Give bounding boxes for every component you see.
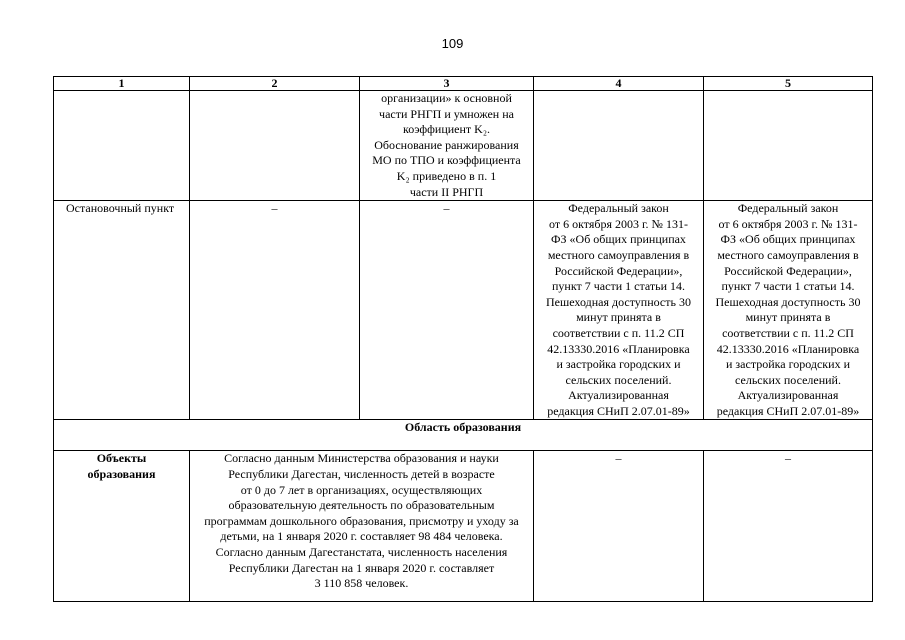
cell-object-name: Объекты образования — [54, 451, 190, 602]
cell-dash: – — [360, 201, 534, 420]
cell-empty — [190, 91, 360, 201]
header-col-5: 5 — [704, 77, 873, 91]
cell-empty — [704, 91, 873, 201]
cell-dash: – — [534, 451, 704, 602]
section-title: Область образования — [54, 420, 873, 451]
header-col-4: 4 — [534, 77, 704, 91]
header-col-2: 2 — [190, 77, 360, 91]
cell-dash: – — [190, 201, 360, 420]
cell-legal-basis: Федеральный закон от 6 октября 2003 г. № 131- ФЗ «Об общих принципах местного самоуправления в Российской Федерации», пункт 7 части 1 статьи 14. Пешеходная доступность 30 минут принята в соответствии с п. 11.2 СП 42.13330.2016 «Планировка и застройка городских и сельских поселений. Актуализированная редакция СНиП 2.07.01-89» — [534, 201, 704, 420]
table-row-section — [54, 420, 873, 451]
cell-empty — [534, 91, 704, 201]
cell-dash: – — [704, 451, 873, 602]
table-row-stop-point — [54, 201, 873, 420]
cell-empty — [54, 91, 190, 201]
cell-continuation-text: организации» к основной части РНГП и умножен на коэффициент K₂. Обоснование ранжирования МО по ТПО и коэффициента K₂ приведено в п. 1 части II РНГП — [360, 91, 534, 201]
page-number: 109 — [441, 36, 464, 51]
table-row-continuation — [54, 91, 873, 201]
header-col-1: 1 — [54, 77, 190, 91]
document-table — [53, 76, 873, 602]
cell-object-name: Остановочный пункт — [54, 201, 190, 420]
cell-education-text: Согласно данным Министерства образования и науки Республики Дагестан, численность детей в возрасте от 0 до 7 лет в организациях, осуществляющих образовательную деятельность по образовательным программам дошкольного образования, присмотру и уходу за детьми, на 1 января 2020 г. составляет 98 484 человека. Согласно данным Дагестанстата, численность населения Республики Дагестан на 1 января 2020 г. составляет 3 110 858 человек. — [190, 451, 534, 602]
table-header-row — [54, 77, 873, 91]
cell-legal-basis: Федеральный закон от 6 октября 2003 г. № 131- ФЗ «Об общих принципах местного самоуправления в Российской Федерации», пункт 7 части 1 статьи 14. Пешеходная доступность 30 минут принята в соответствии с п. 11.2 СП 42.13330.2016 «Планировка и застройка городских и сельских поселений. Актуализированная редакция СНиП 2.07.01-89» — [704, 201, 873, 420]
header-col-3: 3 — [360, 77, 534, 91]
table-row-education — [54, 451, 873, 602]
